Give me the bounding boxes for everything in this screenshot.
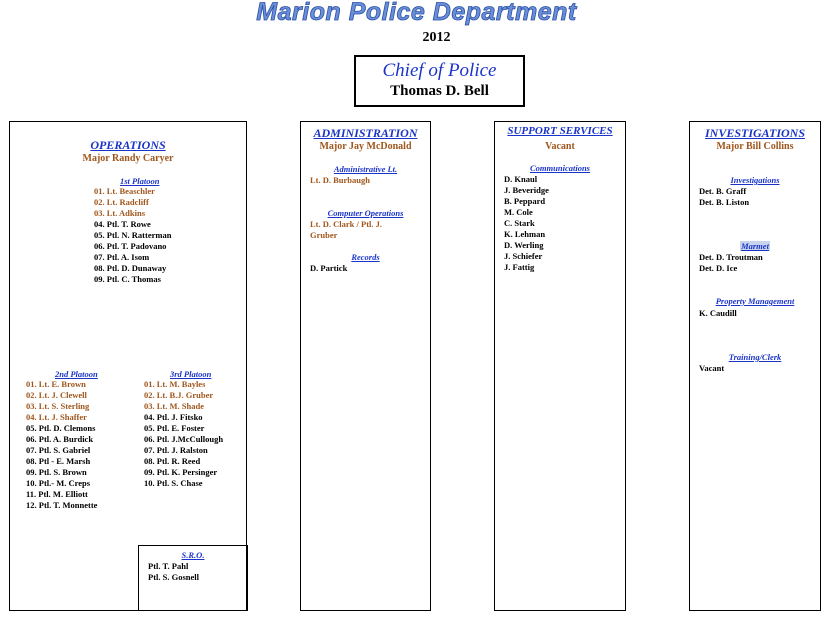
list-item: Det. D. Troutman <box>699 252 763 262</box>
list-item: 07. Ptl. J. Ralston <box>144 445 208 455</box>
list-item: 02. Lt. Radcliff <box>94 197 149 207</box>
chief-name: Thomas D. Bell <box>390 83 489 99</box>
platoon3-label: 3rd Platoon <box>170 369 212 379</box>
year: 2012 <box>422 30 451 45</box>
list-item: 09. Ptl. S. Brown <box>26 467 87 477</box>
operations-title: OPERATIONS <box>90 138 166 152</box>
operations-major: Major Randy Caryer <box>82 153 174 164</box>
list-item: 08. Ptl - E. Marsh <box>26 456 91 466</box>
list-item: Det. D. Ice <box>699 263 738 273</box>
communications-label: Communications <box>530 163 590 173</box>
administration-column <box>300 121 431 611</box>
list-item: 04. Ptl. J. Fitsko <box>144 412 203 422</box>
list-item: 08. Ptl. D. Dunaway <box>94 263 167 273</box>
sro-list <box>148 561 199 583</box>
list-item: 02. Lt. J. Clewell <box>26 390 87 400</box>
list-item: Vacant <box>699 363 725 373</box>
investigations-title: INVESTIGATIONS <box>704 126 806 140</box>
chief-title: Chief of Police <box>382 60 497 81</box>
chief-box <box>354 55 525 107</box>
list-item: 10. Ptl. S. Chase <box>144 478 203 488</box>
list-item: Ptl. T. Pahl <box>148 561 189 571</box>
list-item: D. Partick <box>310 263 348 273</box>
list-item: 10. Ptl.- M. Creps <box>26 478 91 488</box>
investigations-sub-list <box>699 186 749 208</box>
list-item: 03. Lt. Adkins <box>94 208 146 218</box>
list-item: Gruber <box>310 230 338 240</box>
list-item: Det. B. Graff <box>699 186 747 196</box>
list-item: 05. Ptl. E. Foster <box>144 423 205 433</box>
list-item: J. Fattig <box>504 262 535 272</box>
list-item: 05. Ptl. D. Clemons <box>26 423 96 433</box>
list-item: 04. Lt. J. Shaffer <box>26 412 87 422</box>
list-item: 03. Lt. S. Sterling <box>26 401 90 411</box>
admin-lt-list <box>310 175 370 186</box>
list-item: K. Lehman <box>504 229 546 239</box>
list-item: 07. Ptl. A. Isom <box>94 252 150 262</box>
training-list <box>699 363 724 374</box>
platoon1-list <box>94 186 171 285</box>
list-item: Lt. D. Burbaugh <box>310 175 370 185</box>
list-item: 01. Lt. M. Bayles <box>144 379 206 389</box>
computer-ops-list <box>310 219 382 241</box>
investigations-column <box>689 121 821 611</box>
list-item: C. Stark <box>504 218 535 228</box>
investigations-major: Major Bill Collins <box>716 141 794 152</box>
computer-ops-label: Computer Operations <box>327 208 404 218</box>
admin-lt-label: Administrative Lt. <box>333 164 398 174</box>
list-item: D. Knaul <box>504 174 538 184</box>
list-item: 07. Ptl. S. Gabriel <box>26 445 91 455</box>
list-item: J. Beveridge <box>504 185 549 195</box>
list-item: 06. Ptl. T. Padovano <box>94 241 167 251</box>
operations-column <box>9 121 247 611</box>
list-item: 01. Lt. E. Brown <box>26 379 86 389</box>
communications-list <box>504 174 549 273</box>
support-column <box>494 121 626 611</box>
list-item: 03. Lt. M. Shade <box>144 401 204 411</box>
marmet-label <box>690 241 820 251</box>
list-item: J. Schiefer <box>504 251 543 261</box>
department-title: Marion Police Department <box>256 0 577 26</box>
list-item: 12. Ptl. T. Monnette <box>26 500 98 510</box>
list-item: 06. Ptl. A. Burdick <box>26 434 94 444</box>
list-item: D. Werling <box>504 240 544 250</box>
list-item: 04. Ptl. T. Rowe <box>94 219 151 229</box>
sro-box <box>138 545 248 611</box>
list-item: K. Caudill <box>699 308 737 318</box>
list-item: 02. Lt. B.J. Gruber <box>144 390 214 400</box>
list-item: Lt. D. Clark / Ptl. J. <box>310 219 383 229</box>
investigations-sub-label: Investigations <box>730 175 780 185</box>
training-label: Training/Clerk <box>728 352 782 362</box>
platoon2-list <box>26 379 97 511</box>
property-list <box>699 308 737 319</box>
list-item: 06. Ptl. J.McCullough <box>144 434 224 444</box>
list-item: 01. Lt. Beaschler <box>94 186 155 196</box>
administration-title: ADMINISTRATION <box>313 126 418 140</box>
platoon3-list <box>144 379 223 489</box>
platoon1-label: 1st Platoon <box>120 176 160 186</box>
list-item: 09. Ptl. K. Persinger <box>144 467 218 477</box>
records-list <box>310 263 347 274</box>
list-item: 09. Ptl. C. Thomas <box>94 274 161 284</box>
list-item: B. Peppard <box>504 196 546 206</box>
list-item: Ptl. S. Gosnell <box>148 572 200 582</box>
list-item: 05. Ptl. N. Ratterman <box>94 230 172 240</box>
sro-label: S.R.O. <box>181 550 205 560</box>
list-item: Det. B. Liston <box>699 197 750 207</box>
support-major: Vacant <box>545 141 575 152</box>
records-label: Records <box>351 252 380 262</box>
administration-major: Major Jay McDonald <box>319 141 412 152</box>
marmet-text: Marmet <box>741 241 769 251</box>
marmet-list <box>699 252 763 274</box>
list-item: 11. Ptl. M. Elliott <box>26 489 88 499</box>
list-item: M. Cole <box>504 207 533 217</box>
platoon2-label: 2nd Platoon <box>55 369 98 379</box>
support-title: SUPPORT SERVICES <box>507 125 613 137</box>
list-item: 08. Ptl. R. Reed <box>144 456 201 466</box>
property-label: Property Management <box>715 296 795 306</box>
